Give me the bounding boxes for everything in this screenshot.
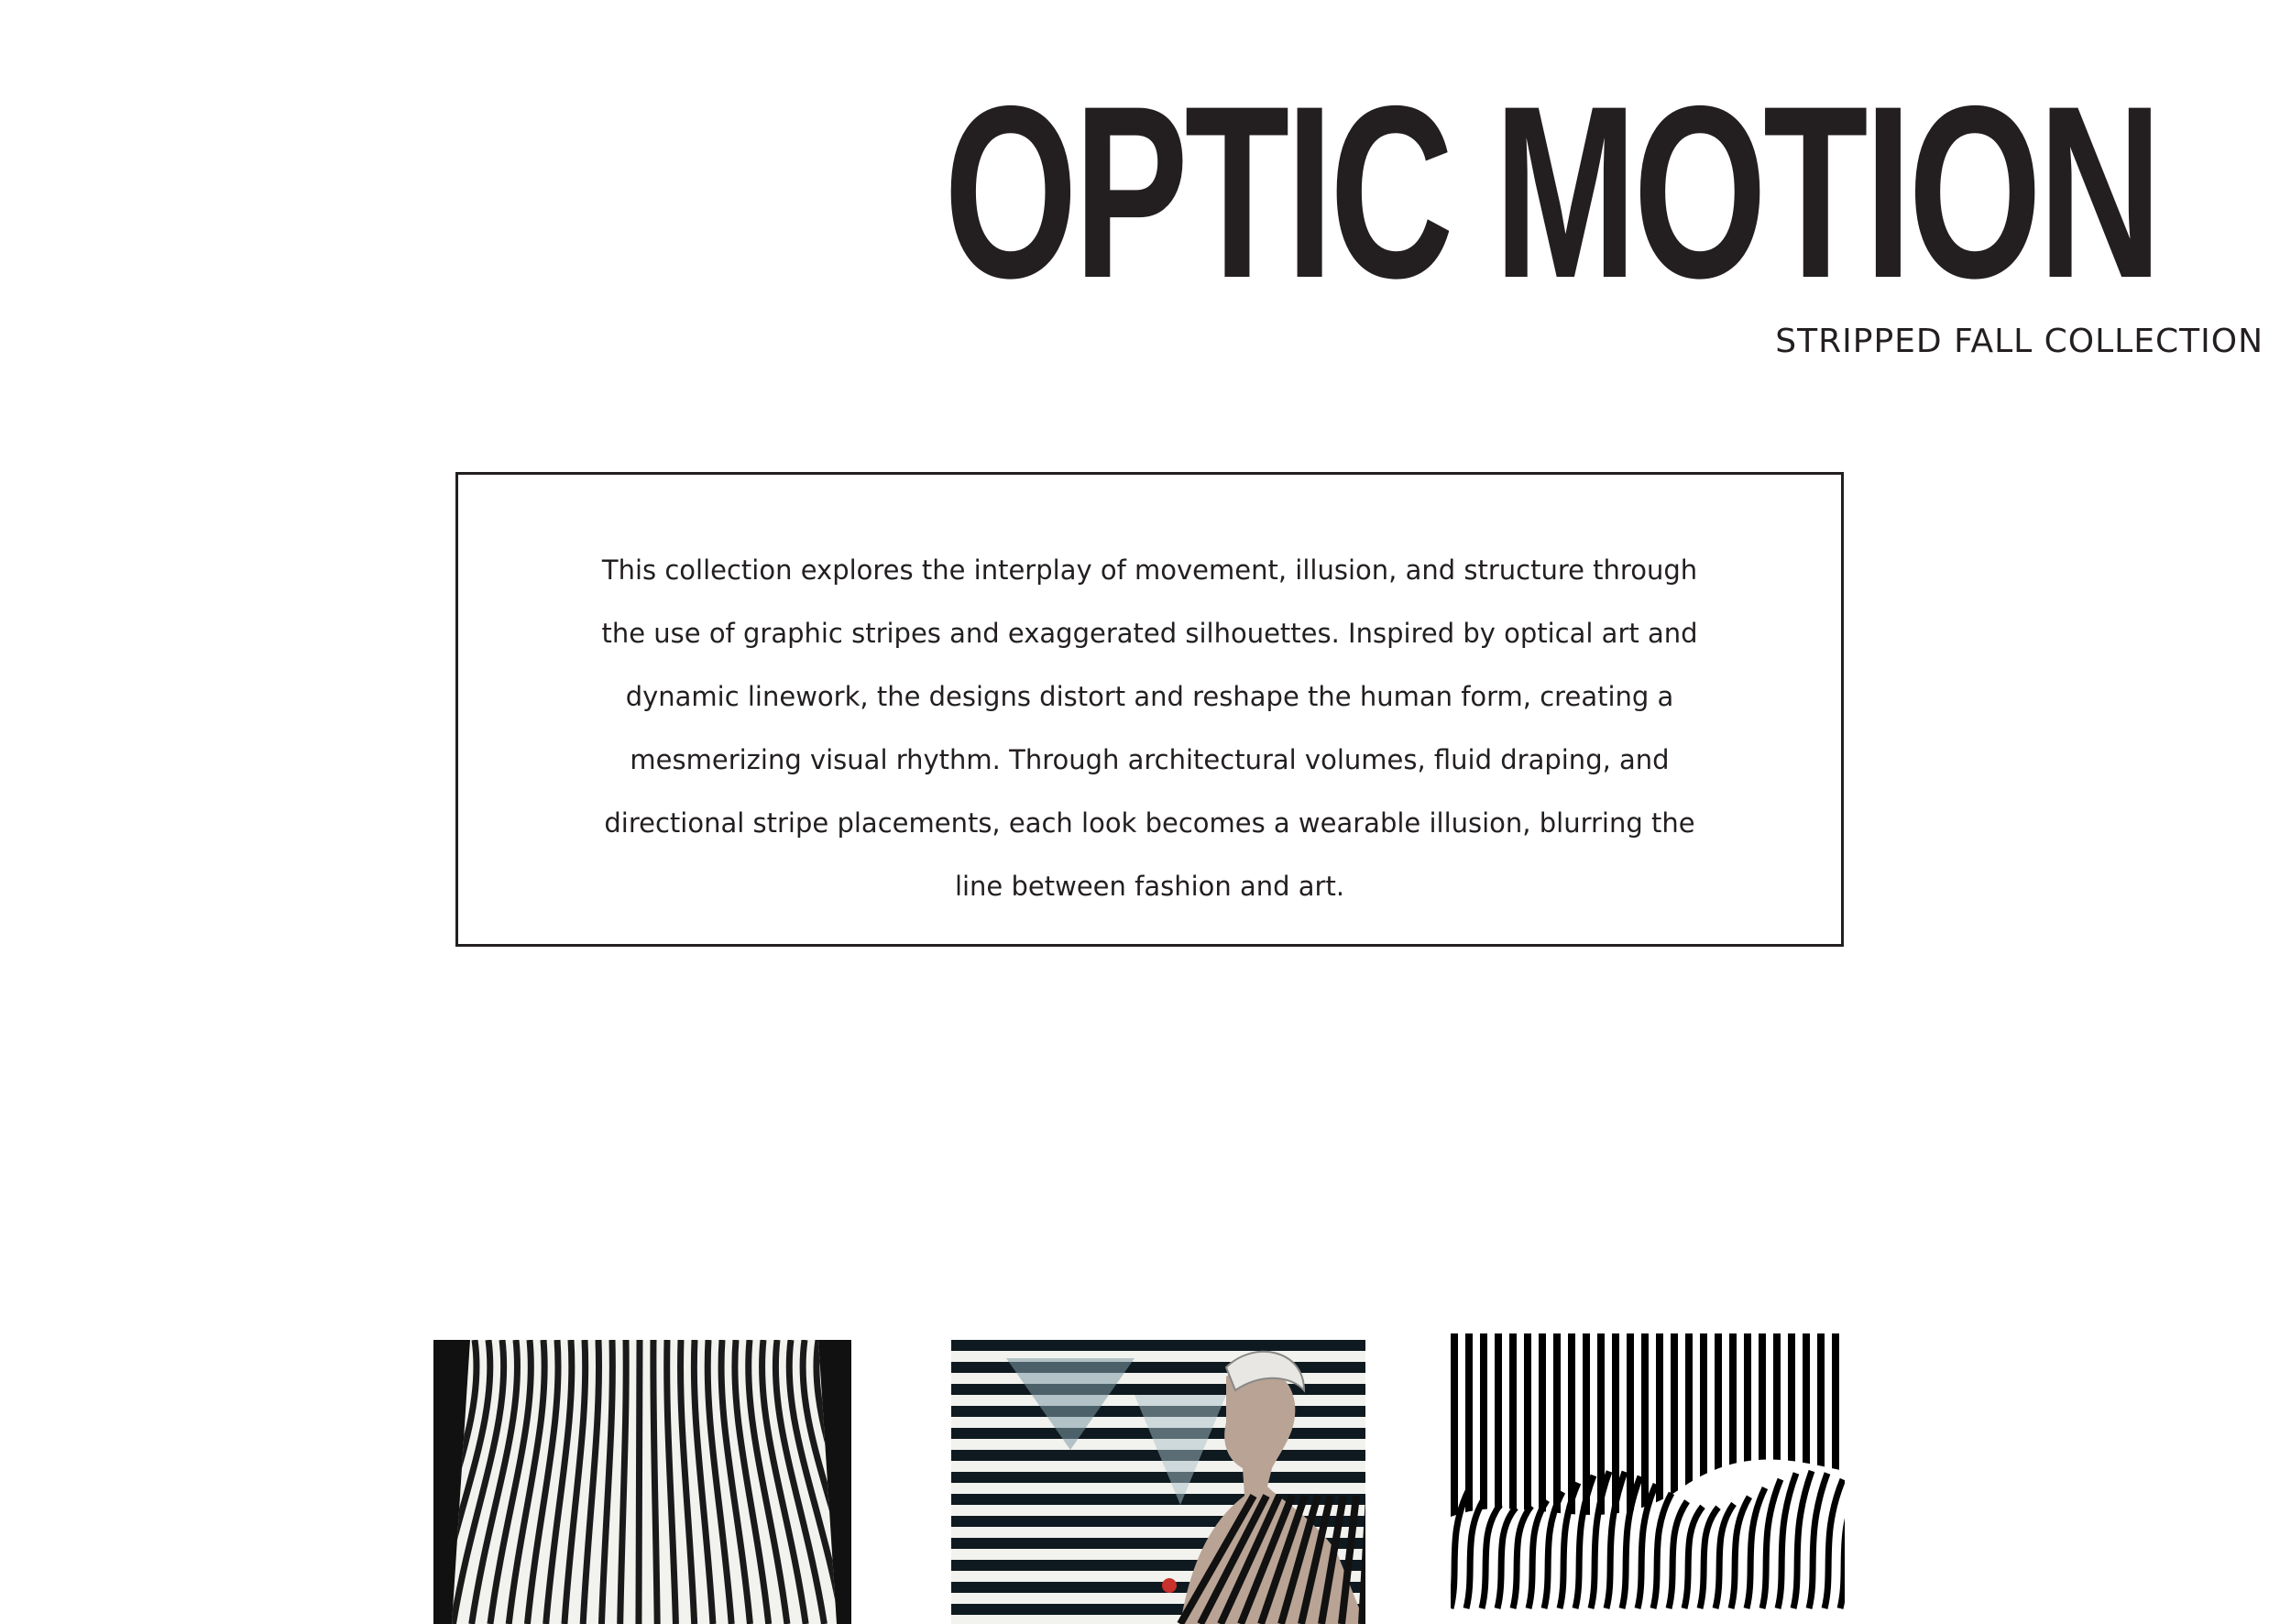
description-line: the use of graphic stripes and exaggerated silhouettes. Inspired by optical art and: [601, 618, 1698, 649]
description-box: [455, 472, 1844, 947]
description-line: mesmerizing visual rhythm. Through architectural volumes, fluid draping, and: [630, 744, 1670, 775]
description-line: line between fashion and art.: [954, 871, 1345, 902]
collection-subtitle: STRIPPED FALL COLLECTION: [1775, 323, 2264, 360]
striped-bodysuit-photo: [433, 1340, 851, 1624]
striped-fabric-drape-photo: [1451, 1333, 1845, 1619]
description-line: dynamic linework, the designs distort and reshape the human form, creating a: [625, 681, 1674, 712]
description-line: directional stripe placements, each look becomes a wearable illusion, blurring the: [604, 807, 1695, 839]
description-line: This collection explores the interplay of movement, illusion, and structure through: [601, 554, 1698, 586]
striped-backdrop-model-photo: [951, 1340, 1365, 1624]
collection-title: OPTIC MOTION: [944, 54, 2159, 329]
